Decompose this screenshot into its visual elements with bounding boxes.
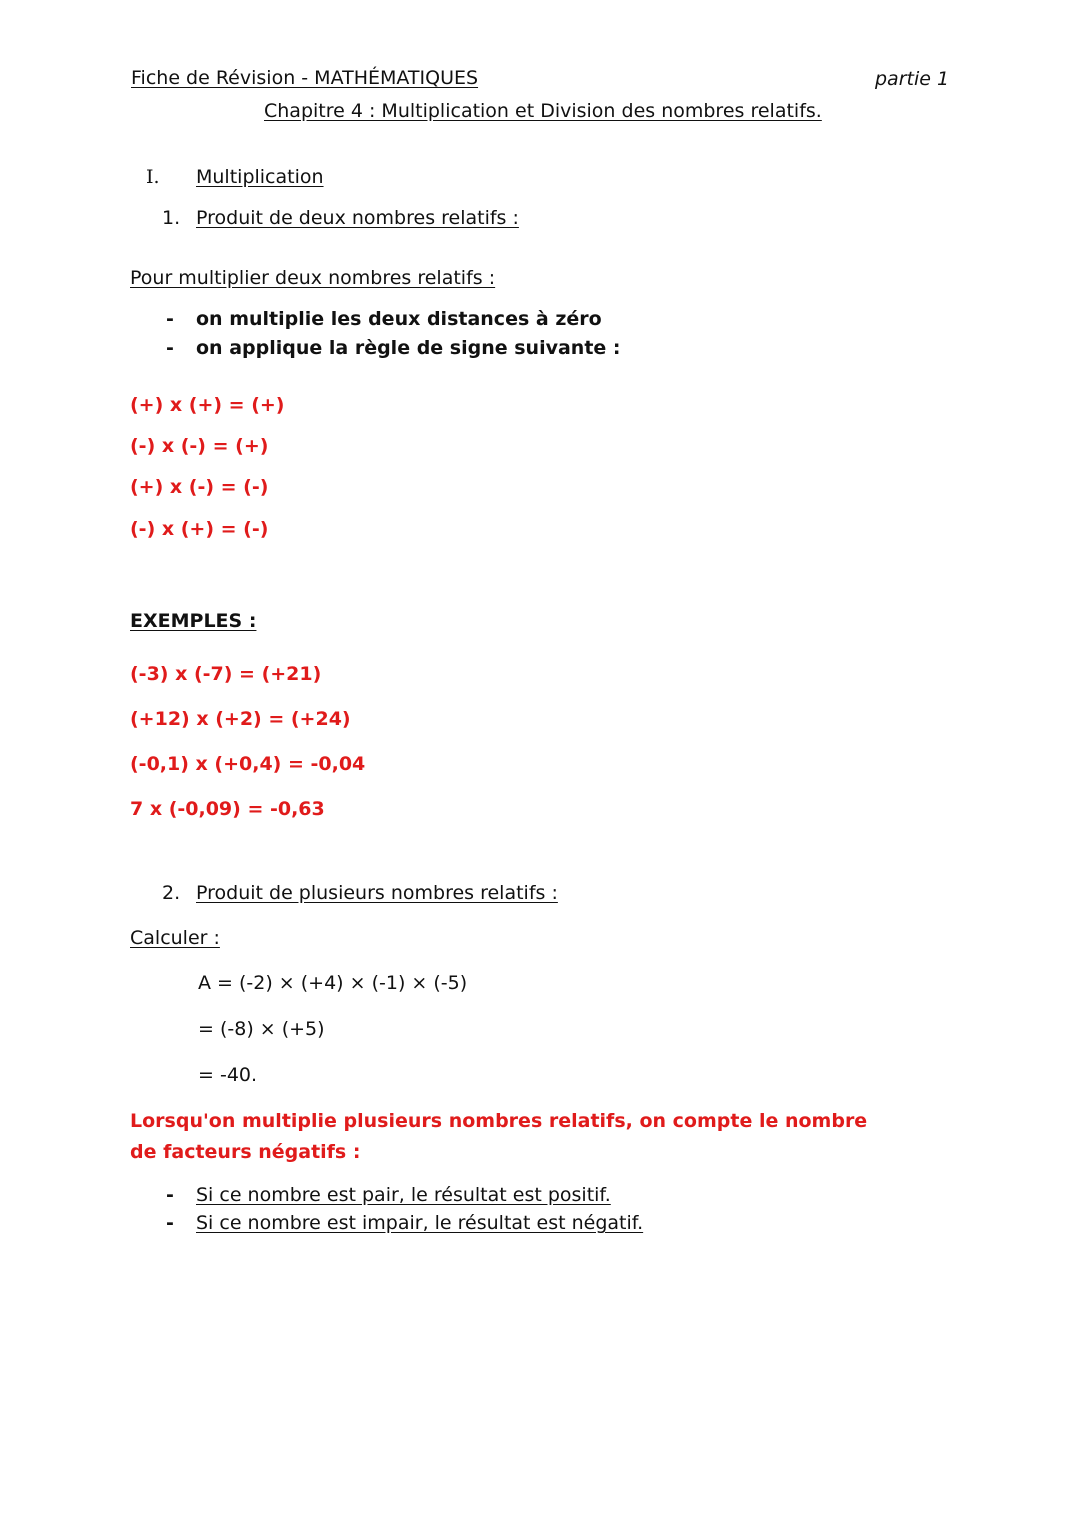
sign-rule: (+) x (-) = (-)	[130, 476, 269, 498]
section-numeral: I.	[146, 166, 160, 188]
document-title: Fiche de Révision - MATHÉMATIQUES	[131, 67, 479, 89]
bullet-dash: -	[166, 1212, 174, 1234]
subsection-1-title: Produit de deux nombres relatifs :	[196, 207, 519, 229]
part-label: partie 1	[875, 68, 950, 90]
bullet-item: on applique la règle de signe suivante :	[196, 337, 621, 359]
multiply-intro: Pour multiplier deux nombres relatifs :	[130, 267, 496, 289]
sign-rule: (-) x (-) = (+)	[130, 435, 269, 457]
sign-rule: (+) x (+) = (+)	[130, 394, 285, 416]
example-line: 7 x (-0,09) = -0,63	[130, 798, 325, 820]
sign-rule: (-) x (+) = (-)	[130, 518, 269, 540]
case-item: Si ce nombre est pair, le résultat est positif.	[196, 1184, 611, 1206]
chapter-title: Chapitre 4 : Multiplication et Division des nombres relatifs.	[264, 100, 822, 122]
bullet-item: on multiplie les deux distances à zéro	[196, 308, 602, 330]
calculation-step: = -40.	[198, 1064, 258, 1086]
rule-statement-line2: de facteurs négatifs :	[130, 1141, 361, 1163]
bullet-dash: -	[166, 1184, 174, 1206]
calculation-step: = (-8) × (+5)	[198, 1018, 325, 1040]
example-line: (+12) x (+2) = (+24)	[130, 708, 351, 730]
subsection-2-number: 2.	[162, 882, 181, 904]
calculation-step: A = (-2) × (+4) × (-1) × (-5)	[198, 972, 468, 994]
bullet-dash: -	[166, 308, 174, 330]
calculate-label: Calculer :	[130, 927, 220, 949]
rule-statement-line1: Lorsqu'on multiplie plusieurs nombres relatifs, on compte le nombre	[130, 1110, 868, 1132]
subsection-1-number: 1.	[162, 207, 181, 229]
section-title: Multiplication	[196, 166, 324, 188]
bullet-dash: -	[166, 337, 174, 359]
example-line: (-0,1) x (+0,4) = -0,04	[130, 753, 366, 775]
case-item: Si ce nombre est impair, le résultat est négatif.	[196, 1212, 644, 1234]
subsection-2-title: Produit de plusieurs nombres relatifs :	[196, 882, 558, 904]
examples-heading: EXEMPLES :	[130, 610, 257, 632]
example-line: (-3) x (-7) = (+21)	[130, 663, 322, 685]
